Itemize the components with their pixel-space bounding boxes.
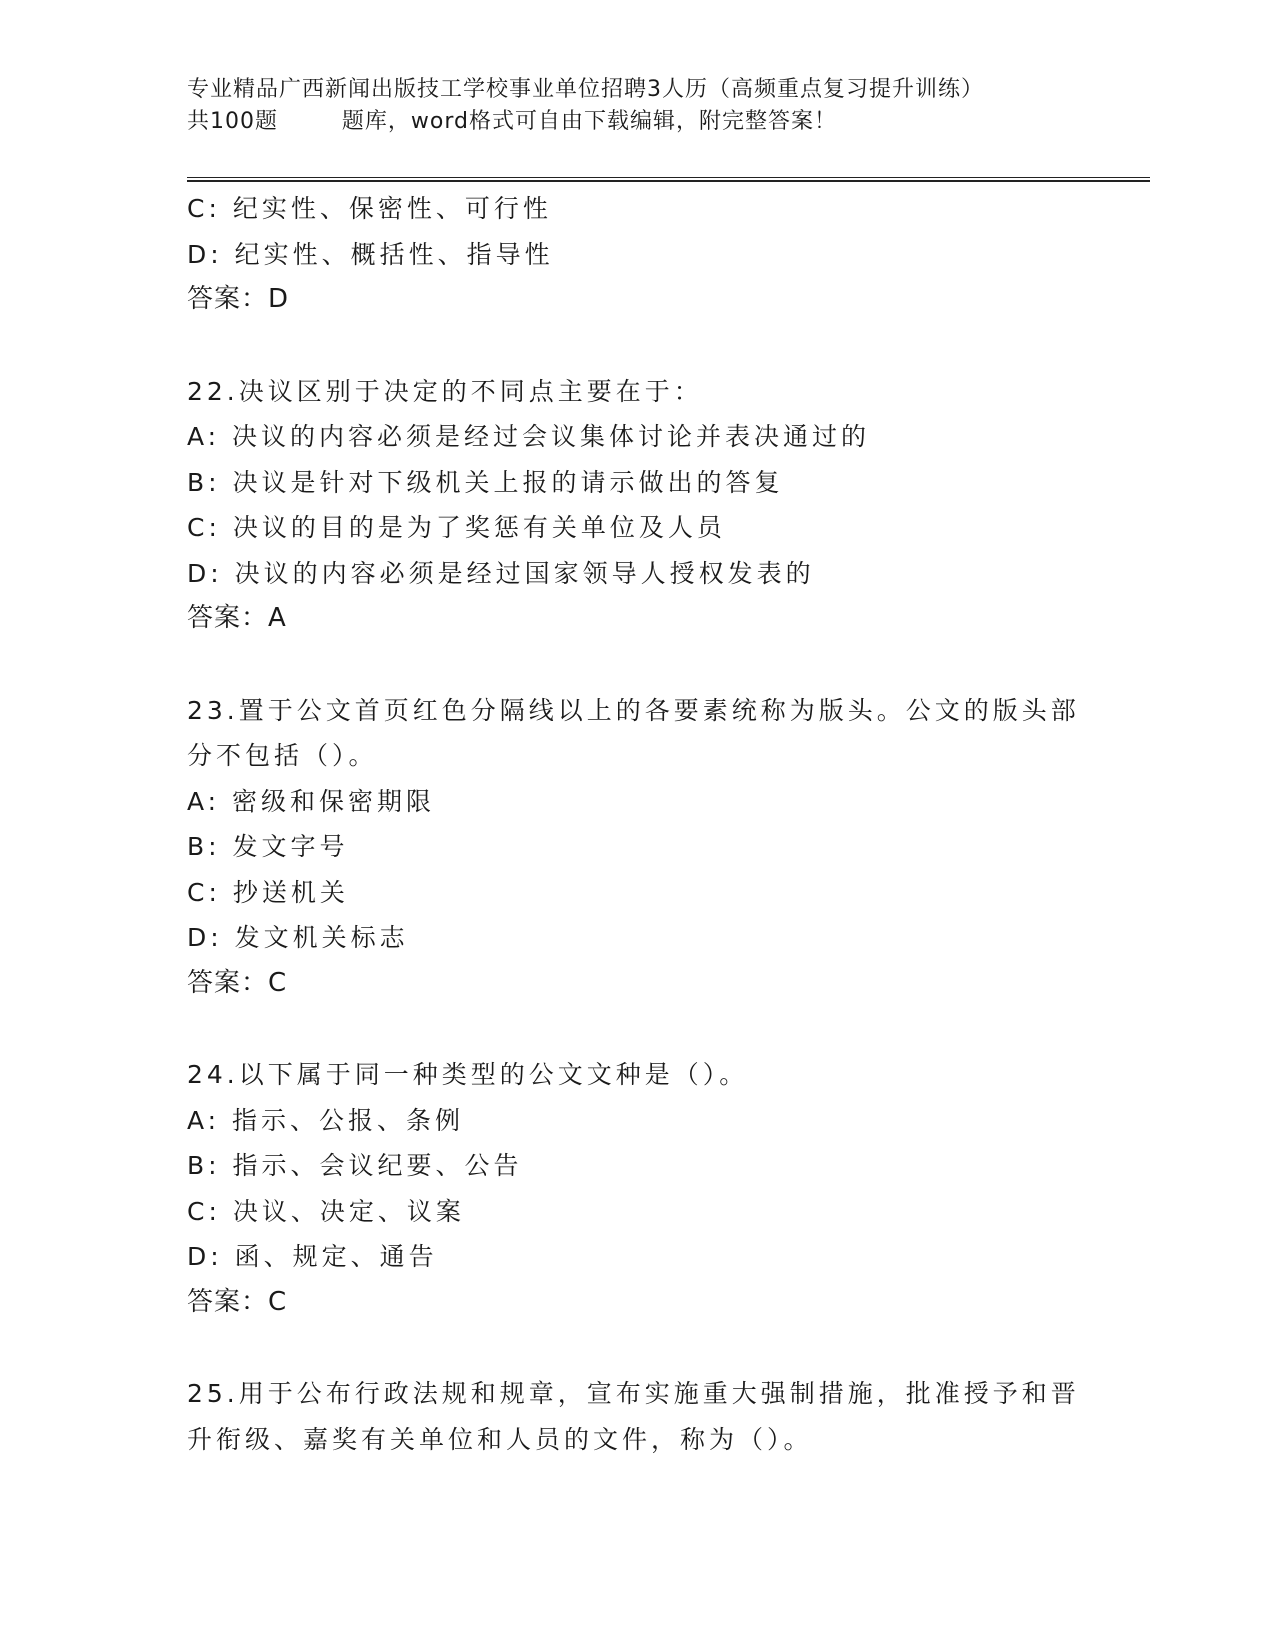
question-block-22 — [187, 369, 1087, 642]
question-block-21 — [187, 186, 1087, 323]
question-stem: 25.用于公布行政法规和规章，宣布实施重大强制措施，批准授予和晋 — [187, 1379, 1080, 1408]
option-a: A: 决议的内容必须是经过会议集体讨论并表决通过的 — [187, 422, 871, 451]
spacer — [187, 1325, 1087, 1371]
question-stem: 23.置于公文首页红色分隔线以上的各要素统称为版头。公文的版头部 — [187, 695, 1080, 725]
question-block-24 — [187, 1052, 1087, 1325]
question-stem-continued: 分不包括（）。 — [187, 741, 378, 770]
option-d: D: 纪实性、概括性、指导性 — [187, 239, 554, 269]
option-c: C: 决议的目的是为了奖惩有关单位及人员 — [187, 513, 726, 542]
header-divider — [187, 177, 1150, 182]
question-stem: 22.决议区别于决定的不同点主要在于： — [187, 376, 703, 406]
option-d: D: 决议的内容必须是经过国家领导人授权发表的 — [187, 558, 815, 588]
option-c: C: 纪实性、保密性、可行性 — [187, 194, 552, 223]
answer-text: 答案：D — [187, 284, 290, 314]
spacer — [187, 1006, 1087, 1052]
question-block-23 — [187, 688, 1087, 1007]
question-stem-continued: 升衔级、嘉奖有关单位和人员的文件，称为（）。 — [187, 1424, 813, 1454]
option-b: B: 决议是针对下级机关上报的请示做出的答复 — [187, 467, 784, 497]
option-c: C: 抄送机关 — [187, 877, 349, 907]
answer-text: 答案：C — [187, 967, 288, 998]
header-subtitle: 共100题 题库，word格式可自由下载编辑，附完整答案！ — [187, 109, 838, 134]
option-b: B: 发文字号 — [187, 832, 349, 861]
header-title: 专业精品广西新闻出版技工学校事业单位招聘3人历（高频重点复习提升训练） — [187, 77, 984, 102]
spacer — [187, 642, 1087, 688]
option-a: A: 密级和保密期限 — [187, 786, 436, 816]
answer-text: 答案：A — [187, 603, 287, 633]
option-a: A: 指示、公报、条例 — [187, 1105, 465, 1135]
option-b: B: 指示、会议纪要、公告 — [187, 1151, 523, 1180]
question-stem: 24.以下属于同一种类型的公文文种是（）。 — [187, 1060, 749, 1089]
option-d: D: 函、规定、通告 — [187, 1242, 438, 1271]
question-block-25 — [187, 1371, 1087, 1462]
page-header — [187, 74, 1147, 138]
option-c: C: 决议、决定、议案 — [187, 1196, 465, 1226]
option-d: D: 发文机关标志 — [187, 923, 409, 952]
answer-text: 答案：C — [187, 1286, 288, 1317]
question-list — [187, 186, 1087, 1462]
spacer — [187, 323, 1087, 369]
